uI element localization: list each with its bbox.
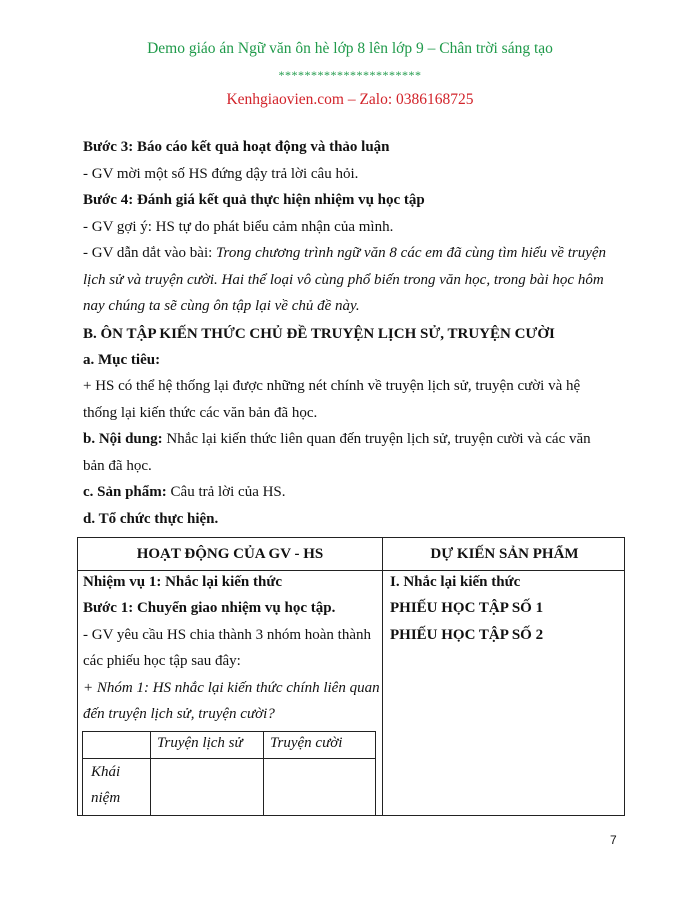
inner-col-divider-2 — [263, 732, 264, 816]
inner-col-history: Truyện lịch sử — [157, 735, 243, 751]
step4-line2-prefix: - GV dẫn dắt vào bài: — [83, 245, 217, 261]
product-label: c. Sản phẩm: — [83, 484, 167, 500]
table-column-divider — [382, 538, 383, 815]
product-line — [83, 484, 286, 501]
step1-label: Bước 1: Chuyển giao nhiệm vụ học tập. — [83, 600, 336, 616]
step4-line3: lịch sử và truyện cười. Hai thể loại vô cùng phổ biến trong văn học, trong bài học hôm — [83, 272, 604, 288]
step3-title: Bước 3: Báo cáo kết quả hoạt động và thảo luận — [83, 139, 390, 155]
inner-row-divider — [83, 758, 375, 759]
left-line2: các phiếu học tập sau đây: — [83, 653, 241, 669]
task1-label: Nhiệm vụ 1: Nhắc lại kiến thức — [83, 574, 283, 590]
header-title: Demo giáo án Ngữ văn ôn hè lớp 8 lên lớp 9 – Chân trời sáng tạo — [147, 40, 553, 57]
content-label: b. Nội dung: — [83, 431, 163, 447]
product-text: Câu trả lời của HS. — [166, 484, 286, 500]
step3-line: - GV mời một số HS đứng dậy trả lời câu hỏi. — [83, 166, 359, 182]
goal-line1: + HS có thể hệ thống lại được những nét chính về truyện lịch sử, truyện cười và hệ — [83, 378, 581, 394]
step4-title: Bước 4: Đánh giá kết quả thực hiện nhiệm vụ học tập — [83, 192, 425, 208]
section-b-title: B. ÔN TẬP KIẾN THỨC CHỦ ĐỀ TRUYỆN LỊCH SỬ, TRUYỆN CƯỜI — [83, 326, 555, 342]
content-line — [83, 431, 591, 448]
col1-header: HOẠT ĐỘNG CỦA GV - HS — [136, 546, 324, 562]
content-text: Nhắc lại kiến thức liên quan đến truyện lịch sử, truyện cười và các văn — [162, 431, 591, 447]
content-line2: bản đã học. — [83, 458, 152, 474]
page-number: 7 — [610, 833, 617, 847]
activity-table — [77, 537, 625, 816]
inner-row-label-1: Khái — [91, 764, 121, 780]
left-line1: - GV yêu cầu HS chia thành 3 nhóm hoàn thành — [83, 627, 371, 643]
right-item1: I. Nhắc lại kiến thức — [390, 574, 521, 590]
goal-label: a. Mục tiêu: — [83, 352, 161, 368]
step4-line2 — [83, 245, 606, 262]
step4-line4: nay chúng ta sẽ cùng ôn tập lại về chủ đề này. — [83, 298, 360, 314]
inner-row-label-2: niệm — [91, 790, 121, 806]
goal-line2: thống lại kiến thức các văn bản đã học. — [83, 405, 318, 421]
header-contact: Kenhgiaovien.com – Zalo: 0386168725 — [226, 91, 474, 108]
step4-line2-italic: Trong chương trình ngữ văn 8 các em đã cùng tìm hiểu về truyện — [216, 245, 607, 261]
inner-col-divider-1 — [150, 732, 151, 816]
table-header-divider — [78, 570, 624, 571]
right-sheet2: PHIẾU HỌC TẬP SỐ 2 — [390, 627, 544, 643]
org-label: d. Tổ chức thực hiện. — [83, 511, 219, 527]
right-sheet1: PHIẾU HỌC TẬP SỐ 1 — [390, 600, 544, 616]
col2-header: DỰ KIẾN SẢN PHẨM — [430, 546, 579, 562]
left-line4: đến truyện lịch sử, truyện cười? — [83, 706, 275, 722]
header-stars: ********************** — [278, 68, 422, 82]
left-line3: + Nhóm 1: HS nhắc lại kiến thức chính liên quan — [83, 680, 380, 696]
inner-table — [82, 731, 376, 816]
inner-col-comic: Truyện cười — [270, 735, 343, 751]
step4-line1: - GV gợi ý: HS tự do phát biểu cảm nhận của mình. — [83, 219, 394, 235]
